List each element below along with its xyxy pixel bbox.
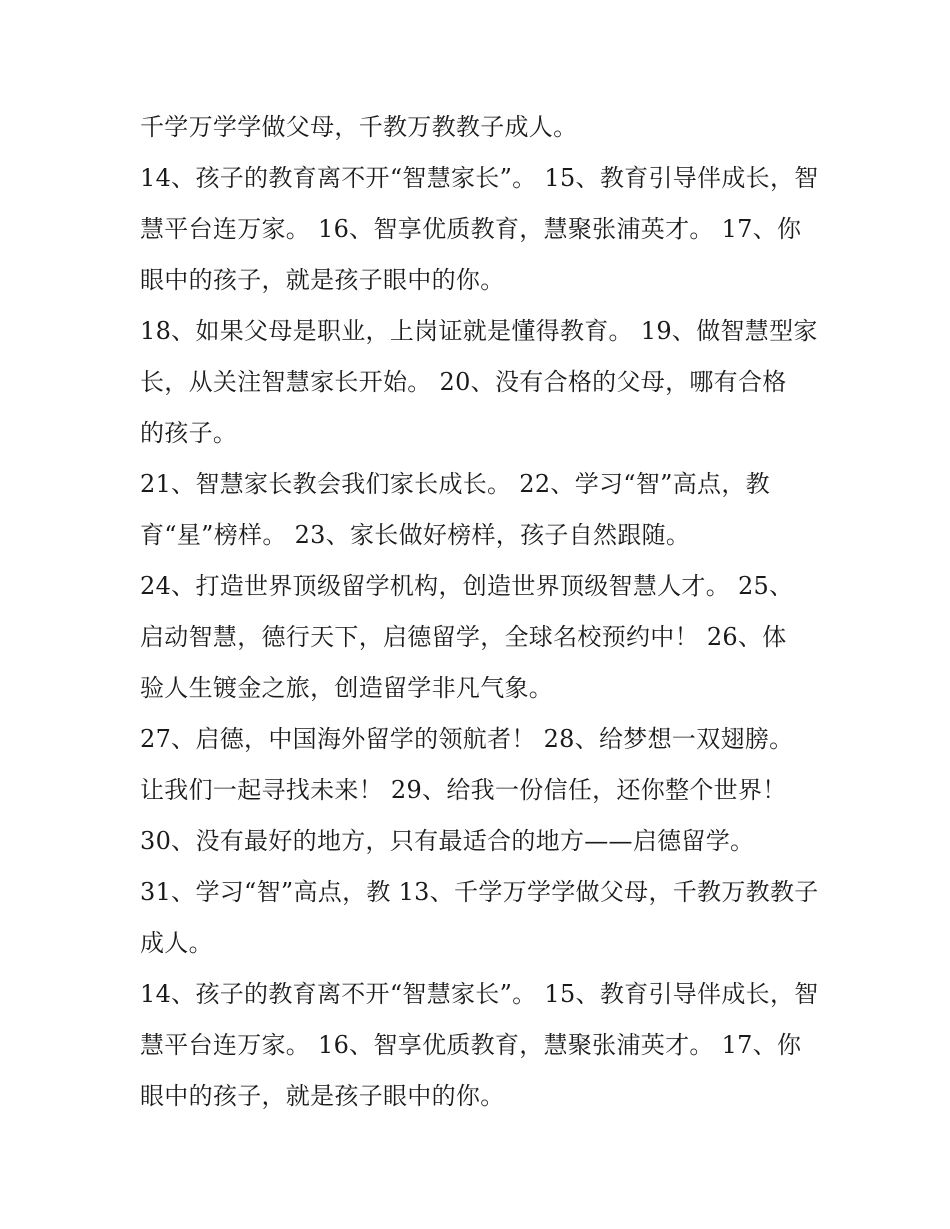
text-line: 14、孩子的教育离不开“智慧家长”。 15、教育引导伴成长，智	[140, 980, 819, 1008]
text-line: 眼中的孩子，就是孩子眼中的你。	[140, 266, 505, 294]
text-line: 30、没有最好的地方，只有最适合的地方——启德留学。	[140, 827, 755, 855]
text-line: 启动智慧，德行天下，启德留学，全球名校预约中！ 26、体	[140, 623, 787, 651]
text-line: 育“星”榜样。 23、家长做好榜样，孩子自然跟随。	[140, 521, 691, 549]
text-line: 的孩子。	[140, 419, 238, 447]
text-line: 验人生镀金之旅，创造留学非凡气象。	[140, 674, 554, 702]
text-line: 21、智慧家长教会我们家长成长。 22、学习“智”高点，教	[140, 470, 770, 498]
text-line: 慧平台连万家。 16、智享优质教育，慧聚张浦英才。 17、你	[140, 215, 802, 243]
text-line: 18、如果父母是职业，上岗证就是懂得教育。 19、做智慧型家	[140, 317, 818, 345]
text-line: 慧平台连万家。 16、智享优质教育，慧聚张浦英才。 17、你	[140, 1031, 802, 1059]
text-line: 让我们一起寻找未来！ 29、给我一份信任，还你整个世界！	[140, 776, 787, 804]
text-line: 成人。	[140, 929, 213, 957]
document-body	[140, 102, 820, 1122]
text-line: 长，从关注智慧家长开始。 20、没有合格的父母，哪有合格	[140, 368, 787, 396]
text-line: 31、学习“智”高点，教 13、千学万学学做父母，千教万教教子	[140, 878, 819, 906]
text-line: 眼中的孩子，就是孩子眼中的你。	[140, 1082, 505, 1110]
text-line: 14、孩子的教育离不开“智慧家长”。 15、教育引导伴成长，智	[140, 164, 819, 192]
text-line: 27、启德，中国海外留学的领航者！ 28、给梦想一双翅膀。	[140, 725, 794, 753]
text-line: 千学万学学做父母，千教万教教子成人。	[140, 113, 578, 141]
text-line: 24、打造世界顶级留学机构，创造世界顶级智慧人才。 25、	[140, 572, 794, 600]
